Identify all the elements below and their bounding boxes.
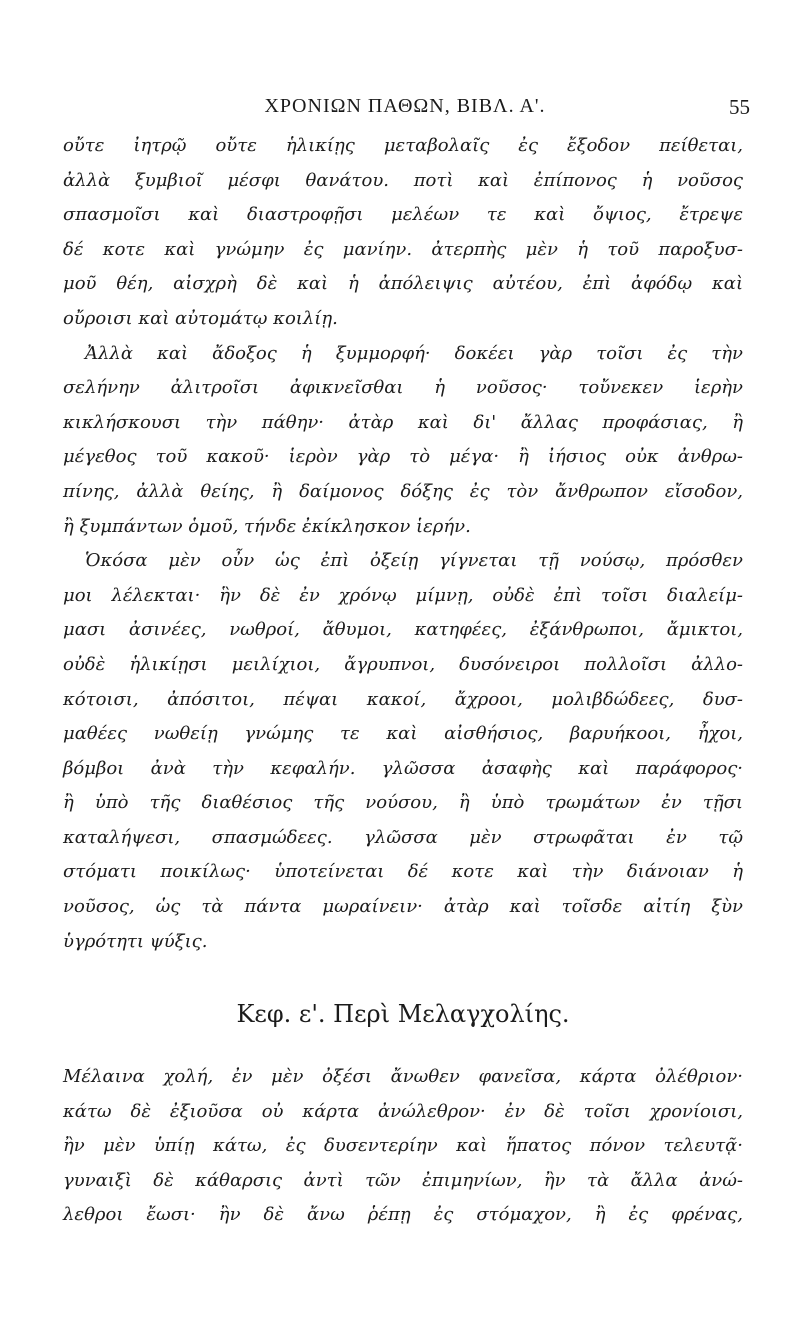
text-line: βόμβοι ἀνὰ τὴν κεφαλήν. γλῶσσα ἀσαφὴς καὶ παράφορος· xyxy=(63,757,743,779)
text-line: δέ κοτε καὶ γνώμην ἐς μανίην. ἀτερπὴς μὲν ἡ τοῦ παροξυσ- xyxy=(63,238,743,260)
text-line: οὔροισι καὶ αὐτομάτῳ κοιλίῃ. xyxy=(63,307,338,329)
text-line: μέγεθος τοῦ κακοῦ· ἱερὸν γὰρ τὸ μέγα· ἢ ἰήσιος οὐκ ἀνθρω- xyxy=(63,446,743,468)
body-text-bottom xyxy=(63,1060,743,1233)
text-line: κότοισι, ἀπόσιτοι, πέψαι κακοί, ἄχροοι, μολιβδώδεες, δυσ- xyxy=(63,688,743,710)
text-line: οὔτε ἰητρῷ οὔτε ἡλικίῃς μεταβολαῖς ἐς ἔξοδον πείθεται, xyxy=(63,135,743,156)
text-line: σπασμοῖσι καὶ διαστροφῇσι μελέων τε καὶ ὄψιος, ἔτρεψε xyxy=(63,204,743,226)
text-line: καταλήψεσι, σπασμώδεες. γλῶσσα μὲν στρωφᾶται ἐν τῷ xyxy=(63,826,743,848)
section-heading: Κεφ. ε'. Περὶ Μελαγχολίης. xyxy=(236,1000,570,1028)
body-text-top xyxy=(63,129,743,959)
text-line: Ἀλλὰ καὶ ἄδοξος ἡ ξυμμορφή· δοκέει γὰρ τοῖσι ἐς τὴν xyxy=(85,342,743,364)
text-line: μαθέες νωθείῃ γνώμης τε καὶ αἰσθήσιος, βαρυήκοοι, ἦχοι, xyxy=(63,723,743,745)
text-line: Μέλαινα χολή, ἐν μὲν ὀξέσι ἄνωθεν φανεῖσα, κάρτα ὀλέθριον· xyxy=(63,1066,743,1087)
text-line: λεθροι ἔωσι· ἢν δὲ ἄνω ῥέπῃ ἐς στόμαχον, ἢ ἐς φρένας, xyxy=(63,1204,743,1226)
text-line: ὑγρότητι ψύξις. xyxy=(63,930,208,952)
running-head xyxy=(60,95,750,125)
text-line: ἀλλὰ ξυμβιοῖ μέσφι θανάτου. ποτὶ καὶ ἐπίπονος ἡ νοῦσος xyxy=(63,169,743,191)
text-line: οὐδὲ ἡλικίῃσι μειλίχιοι, ἄγρυπνοι, δυσόνειροι πολλοῖσι ἀλλο- xyxy=(63,653,743,675)
text-line: σελήνην ἀλιτροῖσι ἀφικνεῖσθαι ἡ νοῦσος· τοὔνεκεν ἱερὴν xyxy=(63,377,743,399)
text-line: ἢ ξυμπάντων ὁμοῦ, τήνδε ἐκίκλησκον ἱερήν. xyxy=(63,515,471,537)
page-number: 55 xyxy=(729,95,750,119)
running-title: ΧΡΟΝΙΩΝ ΠΑΘΩΝ, ΒΙΒΛ. Α'. xyxy=(264,95,546,117)
text-line: ἢ ὑπὸ τῆς διαθέσιος τῆς νούσου, ἢ ὑπὸ τρωμάτων ἐν τῇσι xyxy=(63,792,743,814)
text-line: ἢν μὲν ὑπίῃ κάτω, ἐς δυσεντερίην καὶ ἥπατος πόνον τελευτᾷ· xyxy=(63,1135,743,1157)
text-line: κάτω δὲ ἐξιοῦσα οὐ κάρτα ἀνώλεθρον· ἐν δὲ τοῖσι χρονίοισι, xyxy=(63,1100,743,1122)
text-line: μοι λέλεκται· ἣν δὲ ἐν χρόνῳ μίμνῃ, οὐδὲ ἐπὶ τοῖσι διαλείμ- xyxy=(63,584,743,606)
text-line: γυναιξὶ δὲ κάθαρσις ἀντὶ τῶν ἐπιμηνίων, ἢν τὰ ἄλλα ἀνώ- xyxy=(63,1169,743,1191)
text-line: Ὁκόσα μὲν οὖν ὡς ἐπὶ ὀξείῃ γίγνεται τῇ νούσῳ, πρόσθεν xyxy=(85,550,743,572)
text-line: πίνης, ἀλλὰ θείης, ἢ δαίμονος δόξης ἐς τὸν ἄνθρωπον εἴσοδον, xyxy=(63,480,743,502)
text-line: νοῦσος, ὡς τὰ πάντα μωραίνειν· ἀτὰρ καὶ τοῖσδε αἰτίη ξὺν xyxy=(63,896,743,918)
text-line: στόματι ποικίλως· ὑποτείνεται δέ κοτε καὶ τὴν διάνοιαν ἡ xyxy=(63,861,743,883)
text-line: μοῦ θέη, αἰσχρὴ δὲ καὶ ἡ ἀπόλειψις αὐτέου, ἐπὶ ἀφόδῳ καὶ xyxy=(63,273,743,295)
text-line: κικλήσκουσι τὴν πάθην· ἀτὰρ καὶ δι' ἄλλας προφάσιας, ἢ xyxy=(63,411,743,433)
text-line: μασι ἀσινέες, νωθροί, ἄθυμοι, κατηφέες, ἐξάνθρωποι, ἄμικτοι, xyxy=(63,619,743,641)
